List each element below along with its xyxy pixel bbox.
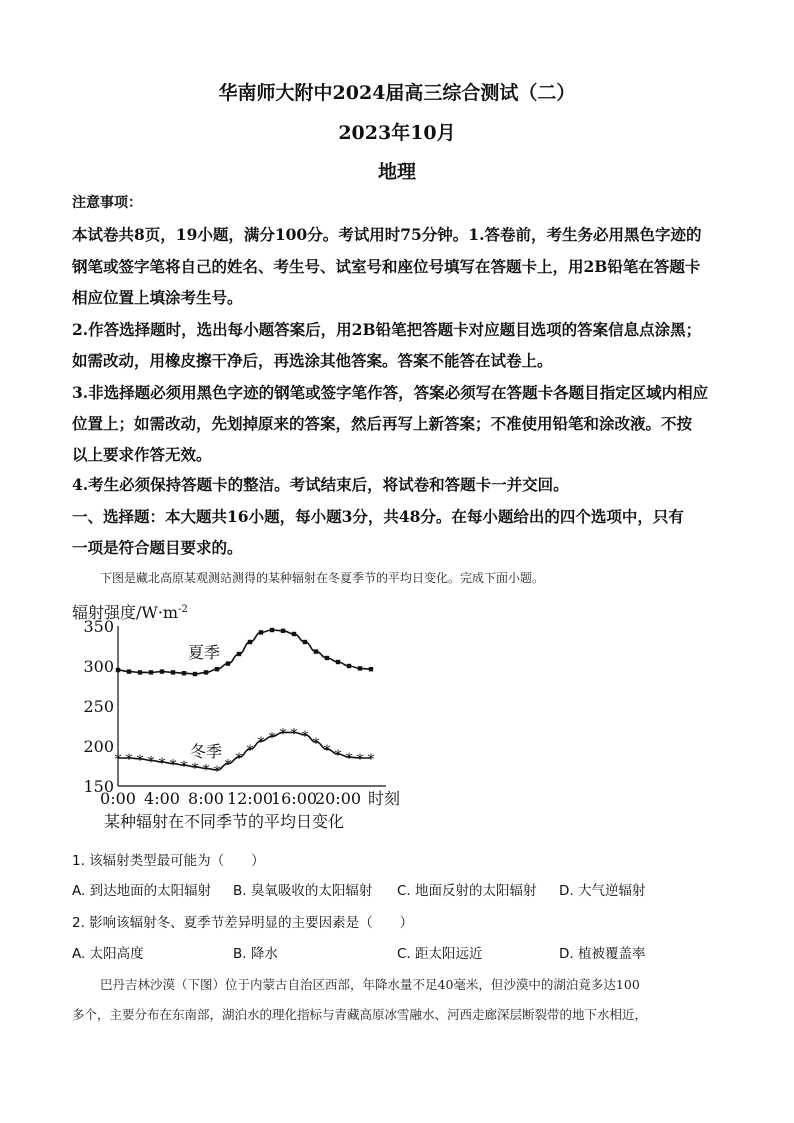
data-point-summer xyxy=(259,630,263,634)
data-point-winter: * xyxy=(367,752,375,768)
data-point-summer xyxy=(336,660,340,664)
notice-line: 本试卷共8页，19小题，满分100分。考试用时75分钟。1.答卷前，考生务必用黑色字迹的 xyxy=(72,225,702,244)
y-tick-label: 350 xyxy=(83,617,114,636)
data-point-winter: * xyxy=(334,748,342,764)
data-point-winter: * xyxy=(356,752,364,768)
data-point-summer xyxy=(149,670,153,674)
x-tick-label: 20:00 xyxy=(314,789,362,808)
data-point-winter: * xyxy=(312,736,320,752)
data-point-summer xyxy=(127,669,131,673)
x-tick-label: 8:00 xyxy=(188,789,224,808)
y-tick-label: 150 xyxy=(83,777,114,796)
x-tick-label: 0:00 xyxy=(100,789,136,808)
data-point-summer xyxy=(314,649,318,653)
data-point-summer xyxy=(138,670,142,674)
chart-title: 某种辐射在不同季节的平均日变化 xyxy=(104,812,345,831)
data-point-winter: * xyxy=(147,754,155,771)
data-point-summer xyxy=(160,669,164,673)
data-point-winter: * xyxy=(279,726,287,743)
notice-line: 位置上；如需改动，先划掉原来的答案，然后再写上新答案；不准使用铅笔和涂改液。不按 xyxy=(72,414,693,433)
data-point-summer xyxy=(226,661,230,665)
data-point-winter: * xyxy=(290,726,298,743)
data-point-winter: * xyxy=(136,752,144,769)
section-heading-cont: 一项是符合题目要求的。 xyxy=(72,538,243,557)
notice-line: 以上要求作答无效。 xyxy=(72,445,212,464)
x-axis-label: 时刻 xyxy=(368,789,401,808)
chart-intro: 下图是藏北高原某观测站测得的某种辐射在冬夏季节的平均日变化。完成下面小题。 xyxy=(100,571,545,585)
x-tick-label: 16:00 xyxy=(270,789,318,808)
notice-line: 4.考生必须保持答题卡的整洁。考试结束后，将试卷和答题卡一并交回。 xyxy=(72,475,569,494)
notice-heading: 注意事项： xyxy=(72,195,142,211)
notice-line: 2.作答选择题时，选出每小题答案后，用2B铅笔把答题卡对应题目选项的答案信息点涂黑； xyxy=(72,320,702,339)
data-point-summer xyxy=(347,664,351,668)
q1-option-c[interactable]: C. 地面反射的太阳辐射 xyxy=(397,883,537,899)
question-1-stem: 1. 该辐射类型最可能为（ ） xyxy=(72,853,265,869)
data-point-winter: * xyxy=(246,743,254,760)
data-point-summer xyxy=(193,672,197,676)
data-point-winter: * xyxy=(169,757,177,774)
y-tick-label: 250 xyxy=(83,697,114,716)
data-point-winter: * xyxy=(301,728,309,745)
notice-line: 3.非选择题必须用黑色字迹的钢笔或签字笔作答，答案必须写在答题卡各题目指定区域内相应 xyxy=(72,383,709,402)
passage-line: 多个，主要分布在东南部，湖泊水的理化指标与青藏高原冰雪融水、河西走廊深层断裂带的地下水相近， xyxy=(72,1007,648,1022)
data-point-winter: * xyxy=(213,764,221,780)
y-axis-label: 辐射强度$/W\cdot m^{-2}$ xyxy=(72,603,188,622)
data-point-summer xyxy=(171,670,175,674)
data-point-winter: * xyxy=(202,762,210,779)
data-point-winter: * xyxy=(191,760,199,777)
question-2-stem: 2. 影响该辐射冬、夏季节差异明显的主要因素是（ ） xyxy=(72,915,414,931)
series-lines xyxy=(118,630,371,770)
series-line-1 xyxy=(118,732,371,770)
data-point-summer xyxy=(215,667,219,671)
data-point-summer xyxy=(369,667,373,671)
data-point-winter: * xyxy=(224,757,232,774)
q1-option-b[interactable]: B. 臭氧吸收的太阳辐射 xyxy=(233,883,373,899)
radiation-chart xyxy=(68,596,428,836)
q2-option-b[interactable]: B. 降水 xyxy=(233,946,278,962)
exam-date: 2023年10月 xyxy=(338,122,456,144)
q2-option-c[interactable]: C. 距太阳远近 xyxy=(397,946,483,962)
notice-line: 钢笔或签字笔将自己的姓名、考生号、试室号和座位号填写在答题卡上，用2B铅笔在答题卡 xyxy=(72,257,701,276)
data-point-summer xyxy=(325,656,329,660)
data-point-winter: * xyxy=(125,752,133,768)
y-tick-label: 200 xyxy=(83,737,114,756)
series-markers xyxy=(115,628,375,780)
data-point-summer xyxy=(116,668,120,672)
data-point-winter: * xyxy=(114,752,122,768)
series-label-winter: 冬季 xyxy=(190,742,223,761)
data-point-winter: * xyxy=(323,743,331,760)
data-point-summer xyxy=(182,671,186,675)
x-tick-labels xyxy=(100,789,361,808)
q1-option-d[interactable]: D. 大气逆辐射 xyxy=(559,883,646,899)
y-tick-label: 300 xyxy=(83,657,114,676)
series-label-summer: 夏季 xyxy=(188,643,221,662)
q1-option-a[interactable]: A. 到达地面的太阳辐射 xyxy=(72,883,212,899)
q2-option-d[interactable]: D. 植被覆盖率 xyxy=(559,946,646,962)
section-heading: 一、选择题：本大题共16小题，每小题3分，共48分。在每小题给出的四个选项中，只有 xyxy=(72,507,684,526)
data-point-summer xyxy=(281,629,285,633)
notice-line: 如需改动，用橡皮擦干净后，再选涂其他答案。答案不能答在试卷上。 xyxy=(72,351,553,370)
data-point-summer xyxy=(204,670,208,674)
data-point-winter: * xyxy=(235,751,243,768)
data-point-summer xyxy=(292,632,296,636)
exam-title: 华南师大附中2024届高三综合测试（二） xyxy=(218,82,576,104)
x-tick-label: 12:00 xyxy=(226,789,274,808)
data-point-winter: * xyxy=(158,756,166,772)
data-point-summer xyxy=(237,652,241,656)
data-point-winter: * xyxy=(345,751,353,768)
data-point-winter: * xyxy=(257,735,265,752)
data-point-summer xyxy=(358,666,362,670)
y-tick-labels xyxy=(83,617,114,796)
passage-line: 巴丹吉林沙漠（下图）位于内蒙古自治区西部，年降水量不足40毫米，但沙漠中的湖泊竟多达100 xyxy=(100,977,640,992)
notice-line: 相应位置上填涂考生号。 xyxy=(72,288,243,307)
series-line-0 xyxy=(118,630,371,674)
data-point-winter: * xyxy=(180,759,188,776)
q2-option-a[interactable]: A. 太阳高度 xyxy=(72,946,144,962)
data-point-summer xyxy=(270,628,274,632)
data-point-summer xyxy=(248,640,252,644)
data-point-winter: * xyxy=(268,730,276,747)
x-tick-label: 4:00 xyxy=(144,789,180,808)
subject-title: 地理 xyxy=(377,161,416,183)
data-point-summer xyxy=(303,640,307,644)
